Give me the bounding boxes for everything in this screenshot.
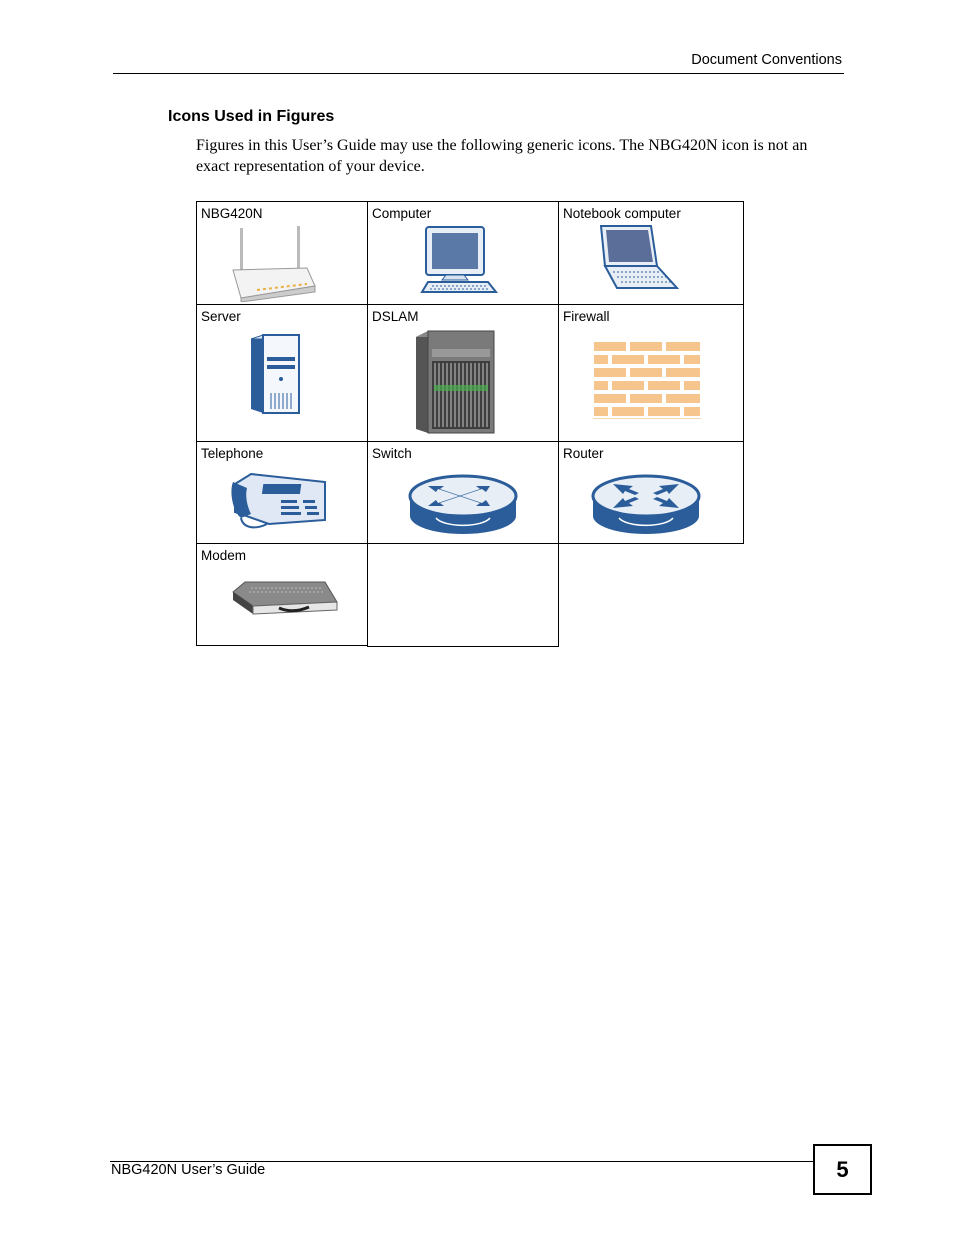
firewall-icon — [591, 339, 703, 421]
server-icon — [249, 333, 305, 415]
page-number: 5 — [813, 1144, 872, 1195]
icon-label: Modem — [201, 548, 247, 563]
icon-label: Server — [201, 309, 241, 324]
header-title: Document Conventions — [691, 52, 842, 68]
icon-label: Computer — [372, 206, 432, 221]
icon-cell-switch — [367, 441, 559, 544]
computer-icon — [418, 224, 508, 298]
footer-title: NBG420N User’s Guide — [111, 1162, 266, 1178]
router-icon — [589, 472, 703, 538]
icon-cell-server — [196, 304, 368, 442]
nbg420n-icon — [227, 224, 337, 302]
icon-label: DSLAM — [372, 309, 419, 324]
notebook-icon — [595, 224, 681, 294]
header-rule — [113, 73, 844, 74]
icon-cell-computer — [367, 201, 559, 305]
icon-label: Router — [563, 446, 604, 461]
icon-cell-firewall — [558, 304, 744, 442]
dslam-icon — [414, 329, 496, 435]
telephone-icon — [229, 472, 329, 532]
icon-label: Firewall — [563, 309, 610, 324]
icon-label: NBG420N — [201, 206, 263, 221]
icon-cell-modem — [196, 543, 368, 646]
icon-cell-telephone — [196, 441, 368, 544]
intro-paragraph: Figures in this User’s Guide may use the following generic icons. The NBG420N icon is not an exact representation of your device. — [196, 137, 808, 175]
icon-label: Telephone — [201, 446, 264, 461]
modem-icon — [227, 578, 341, 618]
icon-cell-dslam — [367, 304, 559, 442]
icon-cell-nbg420n — [196, 201, 368, 305]
empty-cell — [367, 543, 559, 647]
icon-cell-notebook — [558, 201, 744, 305]
switch-icon — [406, 472, 520, 538]
icon-cell-router — [558, 441, 744, 544]
icon-label: Notebook computer — [563, 206, 681, 221]
icon-label: Switch — [372, 446, 412, 461]
section-heading: Icons Used in Figures — [168, 108, 335, 125]
